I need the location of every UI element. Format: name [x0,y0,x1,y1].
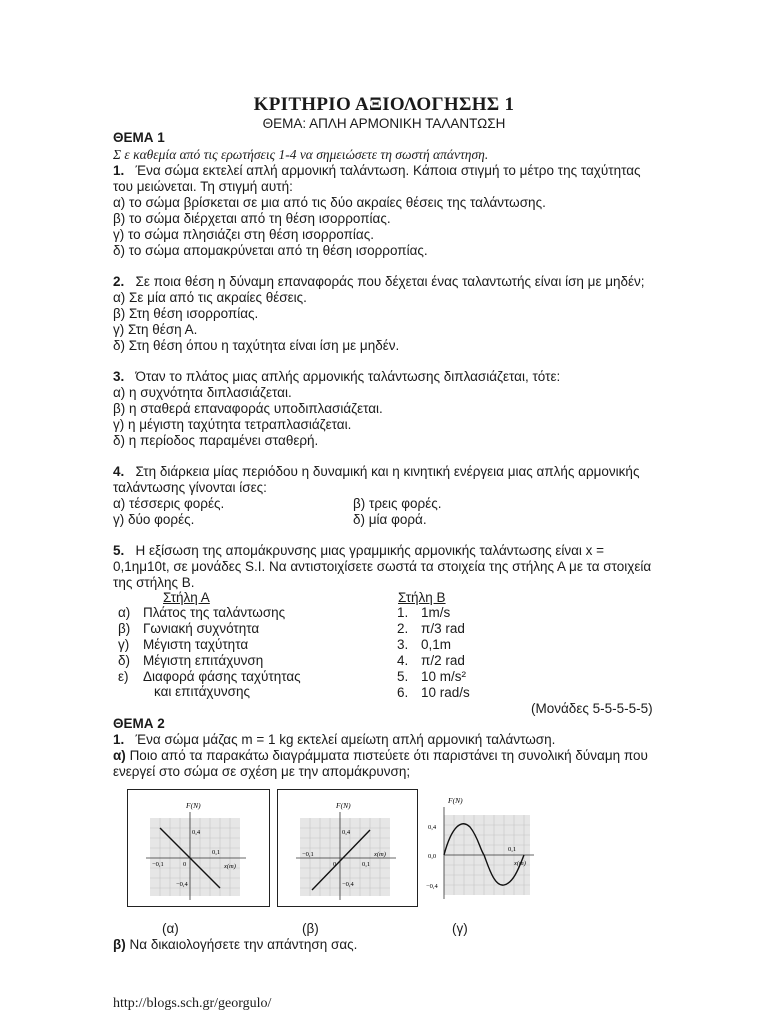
graph-c-tick-pos-x: 0,1 [508,846,517,853]
caption-a: (α) [162,921,179,936]
q1-option-c: γ) το σώμα πλησιάζει στη θέση ισορροπίας. [113,227,374,242]
colA-label-1: α) [118,605,131,620]
q1-line1: 1. Ένα σώμα εκτελεί απλή αρμονική ταλάντωση. Κάποια στιγμή το μέτρο της ταχύτητας [113,163,641,178]
graph-c-svg [426,789,540,907]
colA-item-1: Πλάτος της ταλάντωσης [143,605,286,620]
thema2-q1: 1. Ένα σώμα μάζας m = 1 kg εκτελεί αμείωτη απλή αρμονική ταλάντωση. [113,732,556,747]
colB-item-1: 1m/s [421,605,451,620]
caption-c: (γ) [452,921,468,936]
thema2-b-line: β) Να δικαιολογήσετε την απάντηση σας. [113,937,358,952]
colB-item-4: π/2 rad [421,653,465,668]
q1-line2: του μειώνεται. Τη στιγμή αυτή: [113,179,293,194]
graph-c-tick-neg-y: −0,4 [426,883,438,890]
colB-label-5: 5. [397,669,409,684]
graph-a-tick-neg-y: −0,4 [176,881,188,888]
colA-label-4: δ) [118,653,131,668]
graph-a [127,789,270,907]
q4-line1: 4. Στη διάρκεια μίας περιόδου η δυναμική και η κινητική ενέργεια μιας απλής αρμονικής [113,464,640,479]
colA-item-4: Μέγιστη επιτάχυνση [143,653,264,668]
colB-item-2: π/3 rad [421,621,465,636]
column-b-header: Στήλη Β [398,590,446,605]
graph-b-tick-pos-y: 0,4 [342,829,351,836]
thema1-instruction: Σ ε καθεμία από τις ερωτήσεις 1-4 να σημειώσετε τη σωστή απάντηση. [113,147,489,162]
graph-b-tick-neg-y: −0,4 [342,881,354,888]
graph-a-tick-neg-x: −0,1 [152,861,164,868]
graph-b-svg [278,790,419,908]
q1-option-d: δ) το σώμα απομακρύνεται από τη θέση ισορροπίας. [113,243,428,258]
q2-option-a: α) Σε μία από τις ακραίες θέσεις. [113,290,307,305]
graph-c-ylabel: F(N) [448,796,463,805]
graph-c-xlabel: x(m) [514,860,526,867]
colA-item-5: Διαφορά φάσης ταχύτητας [143,669,301,684]
colB-item-5: 10 m/s² [421,669,467,684]
q1-option-b: β) το σώμα διέρχεται από τη θέση ισορροπίας. [113,211,391,226]
document-subtitle: ΘΕΜΑ: ΑΠΛΗ ΑΡΜΟΝΙΚΗ ΤΑΛΑΝΤΩΣΗ [262,116,506,131]
graph-a-ylabel: F(N) [186,801,201,810]
q1-option-a: α) το σώμα βρίσκεται σε μια από τις δύο ακραίες θέσεις της ταλάντωσης. [113,195,546,210]
graph-b [277,789,418,907]
colB-label-2: 2. [397,621,409,636]
graph-b-tick-neg-x: −0,1 [302,851,314,858]
column-a-header: Στήλη Α [163,590,210,605]
q5-line1: 5. Η εξίσωση της απομάκρυνσης μιας γραμμικής αρμονικής ταλάντωσης είναι x = [113,543,605,558]
graph-c [426,789,540,907]
graph-a-origin: 0 [183,861,187,868]
q4-line2: ταλάντωσης γίνονται ίσες: [113,480,267,495]
graph-c-origin: 0,0 [428,853,437,860]
graph-a-svg [128,790,271,908]
colB-item-6: 10 rad/s [421,685,470,700]
colB-label-4: 4. [397,653,409,668]
graph-a-tick-pos-y: 0,4 [192,829,201,836]
graph-b-tick-pos-x: 0,1 [362,861,371,868]
graph-c-tick-pos-y: 0,4 [428,824,437,831]
colB-item-3: 0,1m [421,637,452,652]
q3-option-b: β) η σταθερά επαναφοράς υποδιπλασιάζεται. [113,401,383,416]
q2-option-d: δ) Στη θέση όπου η ταχύτητα είναι ίση με μηδέν. [113,338,400,353]
thema2-a-line1: α) Ποιο από τα παρακάτω διαγράμματα πιστεύετε ότι παριστάνει τη συνολική δύναμη που [113,748,648,763]
colA-label-5: ε) [118,669,129,684]
marks-note: (Μονάδες 5-5-5-5-5) [531,701,653,716]
q3-option-a: α) η συχνότητα διπλασιάζεται. [113,385,292,400]
footer-url[interactable]: http://blogs.sch.gr/georgulo/ [113,996,272,1011]
graph-b-xlabel: x(m) [374,851,386,858]
q3-line1: 3. Όταν το πλάτος μιας απλής αρμονικής ταλάντωσης διπλασιάζεται, τότε: [113,369,561,384]
q3-option-c: γ) η μέγιστη ταχύτητα τετραπλασιάζεται. [113,417,352,432]
q5-line2: 0,1ημ10t, σε μονάδες S.I. Να αντιστοιχίσετε σωστά τα στοιχεία της στήλης Α με τα στοιχεία [113,559,652,574]
thema2-heading: ΘΕΜΑ 2 [113,716,165,731]
document-title: ΚΡΙΤΗΡΙΟ ΑΞΙΟΛΟΓΗΣΗΣ 1 [253,94,515,115]
q4-option-a: α) τέσσερις φορές. [113,496,225,511]
q4-option-c: γ) δύο φορές. [113,512,195,527]
colA-label-2: β) [118,621,131,636]
caption-b: (β) [302,921,319,936]
graph-b-origin: 0 [333,861,337,868]
colA-item-3: Μέγιστη ταχύτητα [143,637,249,652]
q2-option-b: β) Στη θέση ισορροπίας. [113,306,259,321]
graph-a-xlabel: x(m) [224,863,236,870]
q3-option-d: δ) η περίοδος παραμένει σταθερή. [113,433,319,448]
colB-label-6: 6. [397,685,409,700]
colB-label-1: 1. [397,605,409,620]
q2-line1: 2. Σε ποια θέση η δύναμη επαναφοράς που δέχεται ένας ταλαντωτής είναι ίση με μηδέν; [113,274,645,289]
graph-a-tick-pos-x: 0,1 [212,849,221,856]
q4-option-d: δ) μία φορά. [353,512,427,527]
thema1-heading: ΘΕΜΑ 1 [113,130,165,145]
colA-item-2: Γωνιακή συχνότητα [143,621,260,636]
q5-line3: της στήλης Β. [113,575,195,590]
colA-label-3: γ) [118,637,130,652]
graph-b-ylabel: F(N) [336,801,351,810]
colB-label-3: 3. [397,637,409,652]
q2-option-c: γ) Στη θέση Α. [113,322,198,337]
colA-item-5-cont: και επιτάχυνσης [154,684,250,699]
q4-option-b: β) τρεις φορές. [353,496,442,511]
thema2-a-line2: ενεργεί στο σώμα σε σχέση με την απομάκρυνση; [113,764,411,779]
